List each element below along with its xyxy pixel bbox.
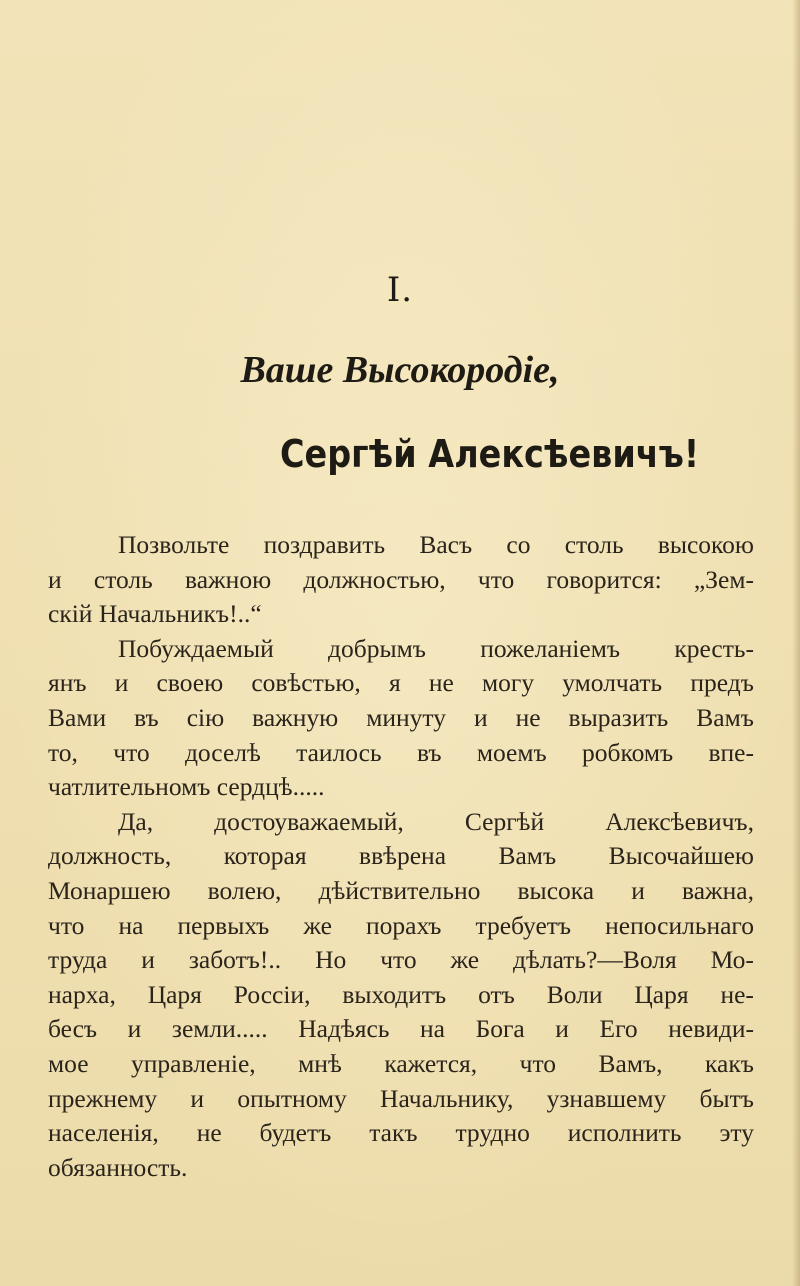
word: своею (156, 668, 224, 698)
word: которая (223, 841, 307, 871)
word: впе- (708, 737, 754, 767)
text-line (48, 666, 754, 701)
word: поздравить (263, 530, 386, 559)
word: заботъ!.. (188, 945, 282, 975)
word: на (118, 910, 144, 940)
word: доселѣ (184, 737, 261, 767)
word: столь (93, 564, 153, 594)
word: выходитъ (342, 979, 447, 1009)
word: столь (564, 530, 624, 559)
word: дѣйствительно (318, 875, 481, 905)
word: что (519, 1048, 557, 1078)
word: выразить (568, 702, 669, 732)
word: труда (48, 945, 108, 975)
text-line (48, 1012, 754, 1047)
word: высокою (657, 530, 754, 559)
word: кажется, (384, 1048, 478, 1078)
word: Надѣясь (298, 1014, 390, 1044)
word: Вами (48, 702, 107, 732)
word: не (515, 702, 541, 732)
word: важною (185, 564, 272, 594)
word: совѣстью, (251, 668, 361, 698)
word: что (48, 910, 85, 940)
word: Мо- (710, 945, 754, 975)
salutation: Ваше Высокородіе, (240, 349, 560, 391)
word: порахъ (366, 910, 442, 940)
word: Вамъ (696, 702, 754, 732)
word: предъ (690, 668, 754, 698)
word: Его (599, 1014, 638, 1044)
word: должность, (48, 841, 172, 871)
word: то, (48, 737, 78, 767)
word: волею, (207, 875, 282, 905)
word: что (113, 737, 150, 767)
text-line: обязанность. (48, 1152, 188, 1182)
word: минуту (366, 702, 446, 732)
word: будетъ (259, 1118, 332, 1148)
word: таилось (296, 737, 382, 767)
word: „Зем- (693, 564, 754, 594)
word: населенія, (48, 1118, 159, 1148)
word: эту (719, 1118, 754, 1148)
text-line (48, 1047, 754, 1082)
word: робкомъ (582, 737, 674, 767)
text-line (48, 528, 754, 563)
word: умолчать (562, 668, 663, 698)
word: моемъ (476, 737, 547, 767)
word: узнавшему (546, 1083, 667, 1113)
addressee-name: Сергѣй Алексѣевичъ! (280, 432, 700, 476)
word: невиди- (668, 1014, 754, 1044)
text-line (48, 701, 754, 736)
word: Васъ (419, 530, 473, 559)
word: и (473, 702, 488, 732)
word: говорится: (546, 564, 662, 594)
chapter-number: I. (386, 270, 414, 310)
word: же (450, 945, 480, 975)
text-line (48, 943, 754, 978)
word: Но (315, 945, 347, 975)
word: въ (134, 702, 159, 732)
word: и (114, 668, 129, 698)
word: требуетъ (475, 910, 572, 940)
word: Монаршею (48, 875, 171, 905)
word: Воли (546, 979, 603, 1009)
word: нарха, (48, 979, 116, 1009)
word: мнѣ (298, 1048, 342, 1078)
word: не- (720, 979, 754, 1009)
word: Вамъ (498, 841, 557, 871)
word: сію (186, 702, 225, 732)
word: бытъ (699, 1083, 754, 1113)
word: Россіи, (233, 979, 311, 1009)
text-line (48, 978, 754, 1013)
word: должностью, (303, 564, 446, 594)
word: высока (517, 875, 595, 905)
word: и (190, 1083, 205, 1113)
word: трудно (455, 1118, 530, 1148)
word: прежнему (48, 1083, 158, 1113)
word: Начальнику, (380, 1083, 514, 1113)
word: могу (481, 668, 535, 698)
word: исполнить (567, 1118, 682, 1148)
text-line: скій Начальникъ!..“ (48, 599, 262, 629)
word: на (420, 1014, 445, 1044)
word: и (127, 1014, 142, 1044)
word: управленіе, (131, 1048, 256, 1078)
text-line (48, 874, 754, 909)
text-line (48, 805, 754, 840)
word: Позвольте (118, 530, 230, 559)
word: Сергѣй (464, 806, 545, 836)
text-line: чатлительномъ сердцѣ..... (48, 772, 325, 802)
word: достоуважаемый, (214, 806, 404, 836)
word: янъ (48, 668, 87, 698)
word: что (477, 564, 515, 594)
word: я (388, 668, 401, 698)
word: Царя (634, 979, 689, 1009)
word: земли..... (171, 1014, 268, 1044)
word: и (555, 1014, 569, 1044)
text-line (48, 632, 754, 667)
word: и (141, 945, 155, 975)
text-line (48, 909, 754, 944)
text-line (48, 563, 754, 598)
word: что (380, 945, 417, 975)
word: важна, (682, 875, 754, 905)
word: непосильнаго (605, 910, 754, 940)
letter-body (48, 528, 754, 1185)
word: въ (416, 737, 442, 767)
word: бесъ (48, 1014, 98, 1044)
word: со (506, 530, 531, 559)
word: и (48, 564, 62, 594)
word: же (303, 910, 332, 940)
word: кресть- (674, 633, 754, 663)
word: Вамъ, (598, 1048, 663, 1078)
text-line (48, 1116, 754, 1151)
word: Высочайшею (608, 841, 754, 871)
word: пожеланіемъ (480, 633, 621, 663)
word: ввѣрена (359, 841, 447, 871)
word: Царя (147, 979, 202, 1009)
word: Да, (118, 806, 154, 836)
word: Бога (475, 1014, 525, 1044)
word: какъ (705, 1048, 754, 1078)
word: Побуждаемый (118, 633, 274, 663)
word: не (196, 1118, 222, 1148)
text-line (48, 839, 754, 874)
text-line (48, 1082, 754, 1117)
word: опытному (237, 1083, 347, 1113)
word: и (631, 875, 645, 905)
page-edge-shadow (792, 0, 800, 1286)
word: не (428, 668, 454, 698)
word: важную (252, 702, 339, 732)
word: первыхъ (177, 910, 270, 940)
word: отъ (478, 979, 515, 1009)
word: добрымъ (328, 633, 426, 663)
word: такъ (369, 1118, 418, 1148)
word: мое (48, 1048, 89, 1078)
word: Алексѣевичъ, (605, 806, 754, 836)
word: дѣлать?—Воля (513, 945, 677, 975)
text-line (48, 736, 754, 771)
